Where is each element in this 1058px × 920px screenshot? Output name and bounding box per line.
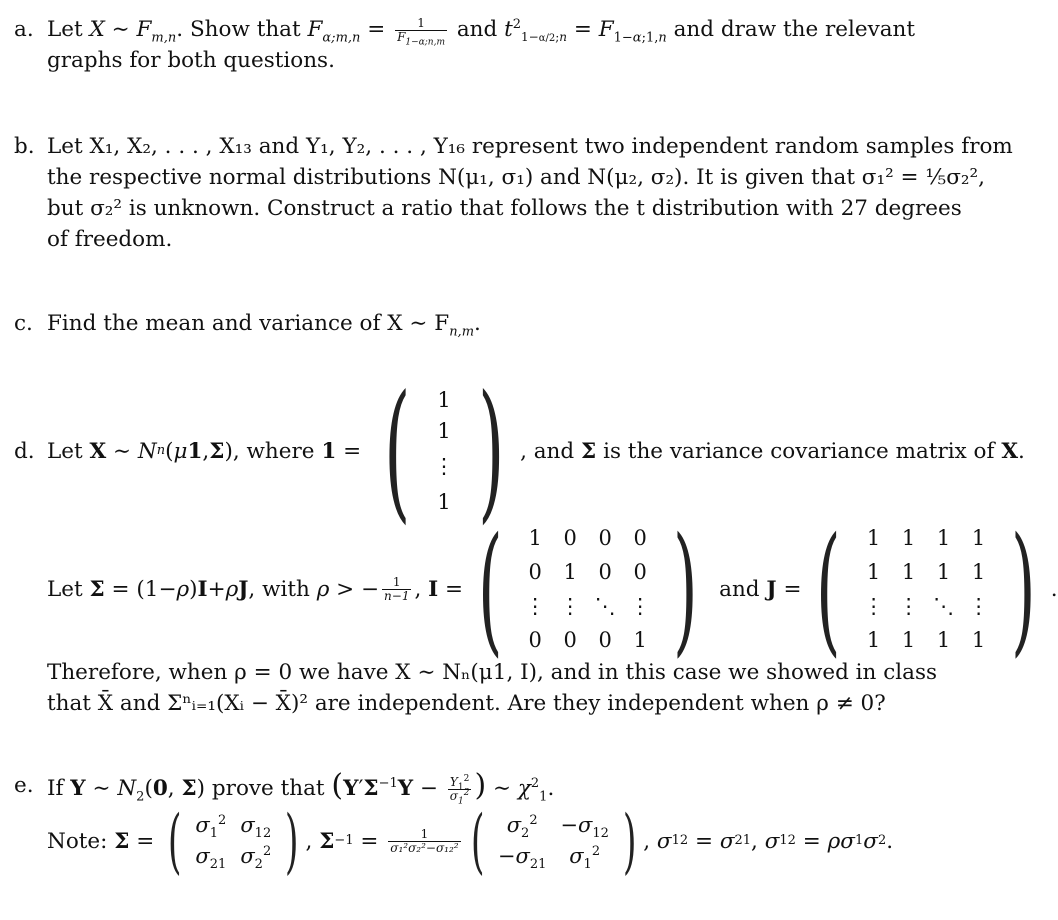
question-d-line2: Let Σ = (1− ρ ) I + ρ J , with ρ > − $\frac{1}{n-1}$ , I = ( 1 0 0 0 0 1 0 0 ⋮ ⋮ ⋱ ⋮ 0 0 0 1 ) and J = ( 1 1 1 1 1 1 1 1 ⋮ ⋮ ⋱ ⋮ 1 1 1 1 ) . xyxy=(47,507,1058,671)
question-b-line2: the respective normal distributions N(μ₁, σ₁) and N(μ₂, σ₂). It is given that σ₁² = ⅕σ₂², xyxy=(47,165,985,190)
question-c-line1: Find the mean and variance of X ∼ $F_{n,m}$. xyxy=(47,311,481,340)
question-e-line1: If Y ∼ $N_2(0$, Σ) prove that ($Y'\Sigma^{-1}Y$ − $\frac{Y_1^2}{\sigma_1^2}$ ) ∼ $\chi^2_1$. xyxy=(47,768,555,806)
fraction-a: $\frac{1}{F_{1-\alpha;n,m}}$ xyxy=(397,15,445,47)
question-d xyxy=(14,364,1058,719)
question-e-label: e. xyxy=(14,773,34,798)
question-a-line2: graphs for both questions. xyxy=(47,48,335,73)
identity-matrix: 1 0 0 0 0 1 0 0 ⋮ ⋮ ⋱ ⋮ 0 0 0 1 xyxy=(524,526,651,652)
question-a-line1: Let X ∼ $F_{m,n}$. Show that $F_{\alpha;m,n}$ = $\frac{1}{F_{1-\alpha;n,m}}$ and $t^2_{1-\alpha/2;n} = F_{1-\alpha;1,n}$ and draw the relevant xyxy=(47,15,916,47)
ones-matrix: 1 1 1 1 1 1 1 1 ⋮ ⋮ ⋱ ⋮ 1 1 1 1 xyxy=(863,526,990,652)
question-a-label: a. xyxy=(14,17,34,42)
sigma-matrix: $\sigma_1^2$ $\sigma_{12}$ $\sigma_{21}$ $\sigma_2^2$ xyxy=(195,813,272,873)
question-b xyxy=(14,131,1013,255)
sigma-inverse-matrix: $\sigma_2^2$ $-\sigma_{12}$ $-\sigma_{21}$ $\sigma_1^2$ xyxy=(497,813,609,873)
question-d-label: d. xyxy=(14,439,35,464)
question-e xyxy=(14,768,1004,882)
one-vector: 1 1 ⋮ 1 xyxy=(433,387,455,514)
question-d-line3: Therefore, when ρ = 0 we have X ∼ Nₙ(μ1, I), and in this case we showed in class xyxy=(47,660,938,685)
question-b-line4: of freedom. xyxy=(47,227,173,252)
question-a xyxy=(14,14,1004,76)
question-e-line2: Note: Σ = ( $\sigma_1^2$ $\sigma_{12}$ $\sigma_{21}$ $\sigma_2^2$ ) , Σ −1 = $\frac{1}{\text{σ₁²σ₂²−σ₁₂²}}$ ( $\sigma_2^2$ $-\sigma_{12}$ $-\sigma_{21}$ $\sigma_1^2$ ) , σ 12 = σ 21 , σ 12 = ρσ 1 σ 2 . xyxy=(47,800,894,882)
question-b-line1: Let X₁, X₂, . . . , X₁₃ and Y₁, Y₂, . . . , Y₁₆ represent two independent random samples from xyxy=(47,134,1013,159)
question-c-label: c. xyxy=(14,311,33,336)
question-b-line3: but σ₂² is unknown. Construct a ratio that follows the t distribution with 27 degrees xyxy=(47,196,962,221)
question-d-line1: Let X ∼ N n ( μ 1 , Σ ) , where 1 = ( 1 1 ⋮ 1 ) , and Σ is the variance covariance matrix of X . xyxy=(47,364,1025,538)
question-d-line4: that X̄ and Σⁿᵢ₌₁(Xᵢ − X̄)² are independent. Are they independent when ρ ≠ 0? xyxy=(47,691,886,716)
question-c xyxy=(14,308,1004,339)
question-b-label: b. xyxy=(14,134,35,159)
